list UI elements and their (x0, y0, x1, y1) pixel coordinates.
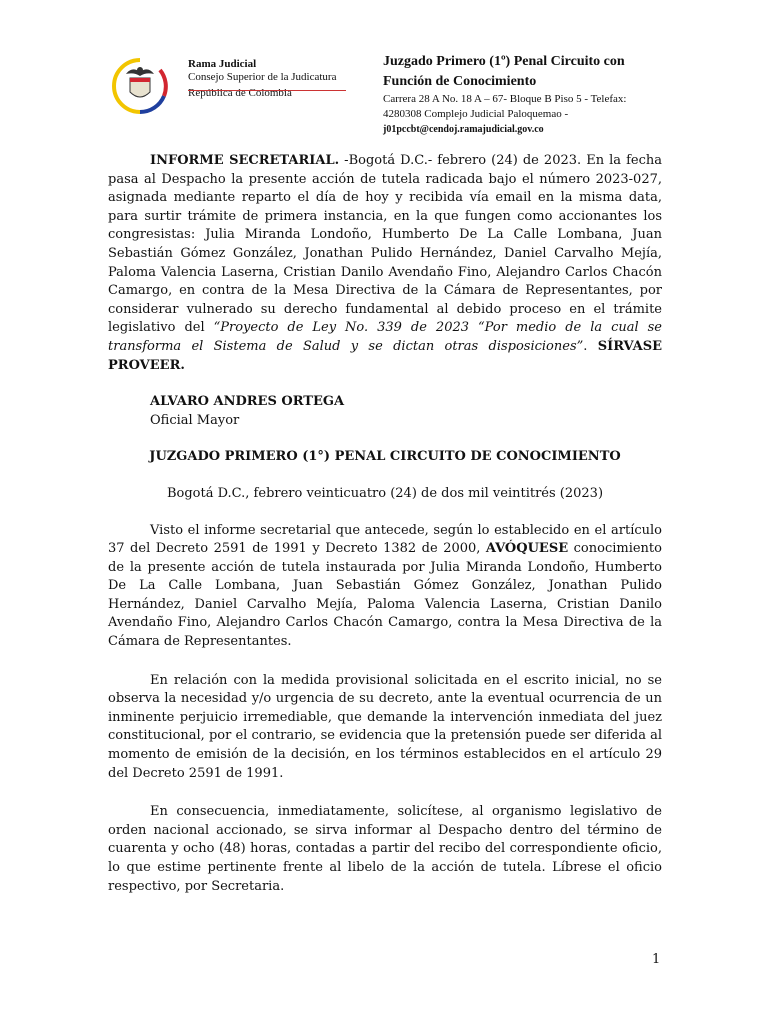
document-body (108, 152, 662, 896)
secretarial-report (108, 152, 662, 375)
letterhead (108, 48, 688, 138)
institution-line: Rama Judicial (188, 58, 257, 70)
avoquese-keyword: AVÓQUESE (485, 541, 569, 557)
institution-line: República de Colombia (188, 87, 292, 99)
paragraph-text: Visto el informe secretarial que antecede, según lo establecido en el artículo 37 del Decreto 2591 de 1991 y Decreto 1382 de 2000, (108, 522, 662, 557)
coat-of-arms-icon (112, 56, 168, 116)
page-number: 1 (652, 952, 661, 967)
report-label: INFORME SECRETARIAL. (150, 153, 340, 168)
rama-judicial-logo (108, 52, 348, 112)
address-line: 4280308 Complejo Judicial Paloquemao - (383, 108, 569, 120)
header-divider (188, 90, 346, 91)
address-line: Carrera 28 A No. 18 A – 67- Bloque B Piso 5 - Telefax: (383, 93, 627, 105)
court-title-line: Juzgado Primero (1º) Penal Circuito con (383, 54, 625, 69)
court-info (383, 52, 688, 137)
report-text-end: . (583, 338, 598, 354)
signer-name: ALVARO ANDRES ORTEGA (150, 394, 345, 410)
signer-role: Oficial Mayor (150, 412, 240, 428)
institution-line: Consejo Superior de la Judicatura (188, 71, 337, 83)
paragraph-consequence: En consecuencia, inmediatamente, solicítese, al organismo legislativo de orden nacional accionado, se sirva informar al Despacho dentro del término de cuarenta y ocho (48) horas, contadas a partir del recibo del correspondiente oficio, lo que estime pertinente frente al libelo de la acción de tutela. Líbrese el oficio respectivo, por Secretaria. (108, 804, 662, 894)
report-closing: SÍRVASE PROVEER. (108, 338, 662, 373)
paragraph-text: conocimiento de la presente acción de tutela instaurada por Julia Miranda Londoño, Humberto De La Calle Lombana, Juan Sebastián Gómez González, Jonathan Pulido Hernández, Daniel Carvalho Mejía, Paloma Valencia Laserna, Cristian Danilo Avendaño Fino, Alejandro Carlos Chacón Camargo, contra la Mesa Directiva de la Cámara de Representantes. (108, 541, 662, 650)
institution-name (188, 58, 336, 100)
court-title (383, 52, 688, 92)
court-heading: JUZGADO PRIMERO (1°) PENAL CIRCUITO DE CONOCIMIENTO (149, 449, 621, 465)
court-title-line: Función de Conocimiento (383, 74, 537, 89)
paragraph-avoquese (108, 522, 662, 652)
signature-block (150, 393, 662, 430)
court-email[interactable]: j01pccbt@cendoj.ramajudicial.gov.co (383, 124, 544, 135)
date-line: Bogotá D.C., febrero veinticuatro (24) de dos mil veintitrés (2023) (166, 485, 604, 501)
court-address (383, 92, 688, 122)
bill-title: “Proyecto de Ley No. 339 de 2023 “Por medio de la cual se transforma el Sistema de Salud y se dictan otras disposiciones” (108, 320, 662, 354)
report-text: -Bogotá D.C.- febrero (24) de 2023. En la fecha pasa al Despacho la presente acción de tutela radicada bajo el número 2023-027, asignada mediante reparto el día de hoy y recibida vía email en la misma data, para surtir trámite de primera instancia, en la que fungen como accionantes los congresistas: Julia Miranda Londoño, Humberto De La Calle Lombana, Juan Sebastián Gómez González, Jonathan Pulido Hernández, Daniel Carvalho Mejía, Paloma Valencia Laserna, Cristian Danilo Avendaño Fino, Alejandro Carlos Chacón Camargo, en contra de la Mesa Directiva de la Cámara de Representantes, por considerar vulnerado su derecho fundamental al debido proceso en el trámite legislativo del (108, 153, 662, 336)
paragraph-provisional-measure: En relación con la medida provisional solicitada en el escrito inicial, no se observa la necesidad y/o urgencia de su decreto, ante la eventual ocurrencia de un inminente perjuicio irremediable, que demande la intervención inmediata del juez constitucional, por el contrario, se evidencia que la pretensión puede ser diferida al momento de emisión de la decisión, en los términos establecidos en el artículo 29 del Decreto 2591 de 1991. (108, 672, 662, 781)
